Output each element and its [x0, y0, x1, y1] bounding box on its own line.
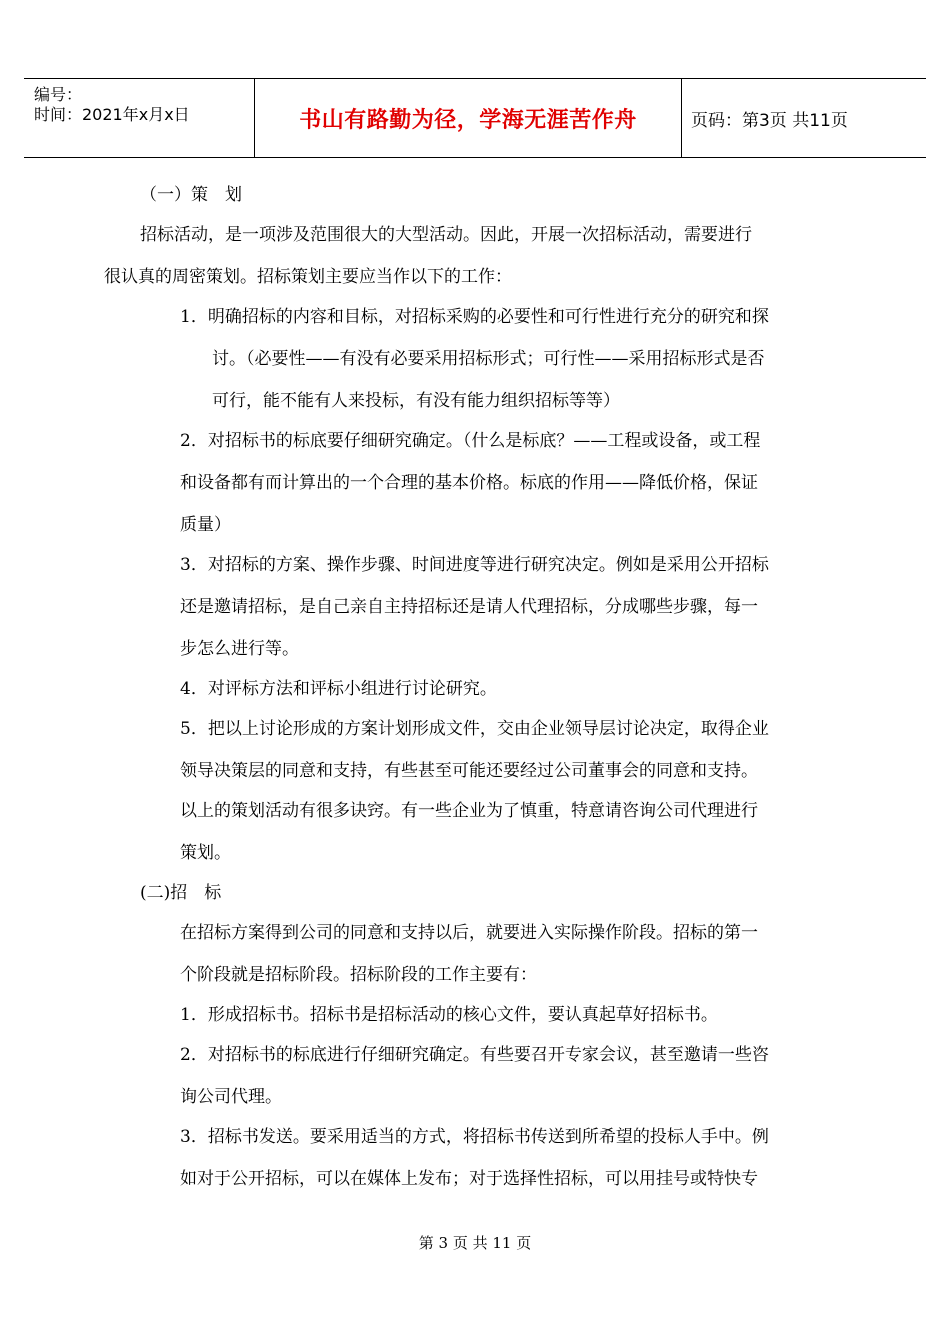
paragraph-line: 以上的策划活动有很多诀窍。有一些企业为了慎重，特意请咨询公司代理进行 [180, 801, 758, 821]
list-item-line: 4．对评标方法和评标小组进行讨论研究。 [180, 679, 497, 699]
header-motto-cell [254, 79, 682, 157]
paragraph-line: 个阶段就是招标阶段。招标阶段的工作主要有： [180, 965, 537, 985]
list-item-line: 1．形成招标书。招标书是招标活动的核心文件，要认真起草好招标书。 [180, 1005, 718, 1025]
list-item-line: 讨。（必要性——有没有必要采用招标形式；可行性——采用招标形式是否 [212, 349, 765, 369]
page-header [24, 78, 926, 158]
paragraph-line: 很认真的周密策划。招标策划主要应当作以下的工作： [104, 267, 512, 287]
document-time-label: 时间：2021年x月x日 [34, 105, 190, 124]
section-heading-bidding: (二)招 标 [140, 883, 222, 903]
paragraph-line: 招标活动，是一项涉及范围很大的大型活动。因此，开展一次招标活动，需要进行 [140, 225, 752, 245]
list-item-line: 2．对招标书的标底进行仔细研究确定。有些要召开专家会议，甚至邀请一些咨 [180, 1045, 769, 1065]
list-item-line: 询公司代理。 [180, 1087, 282, 1107]
header-motto: 书山有路勤为径，学海无涯苦作舟 [299, 107, 637, 133]
list-item-line: 还是邀请招标，是自己亲自主持招标还是请人代理招标，分成哪些步骤，每一 [180, 597, 758, 617]
list-item-line: 和设备都有而计算出的一个合理的基本价格。标底的作用——降低价格，保证 [180, 473, 758, 493]
list-item-line: 3．对招标的方案、操作步骤、时间进度等进行研究决定。例如是采用公开招标 [180, 555, 769, 575]
list-item-line: 2．对招标书的标底要仔细研究确定。（什么是标底？——工程或设备，或工程 [180, 431, 761, 451]
list-item-line: 质量） [180, 515, 231, 535]
header-meta [24, 79, 254, 157]
page-footer: 第 3 页 共 11 页 [418, 1234, 532, 1252]
list-item-line: 3．招标书发送。要采用适当的方式，将招标书传送到所希望的投标人手中。例 [180, 1127, 769, 1147]
paragraph-line: 在招标方案得到公司的同意和支持以后，就要进入实际操作阶段。招标的第一 [180, 923, 758, 943]
document-number-label: 编号： [34, 85, 83, 104]
list-item-line: 1．明确招标的内容和目标，对招标采购的必要性和可行性进行充分的研究和探 [180, 307, 769, 327]
list-item-line: 可行，能不能有人来投标，有没有能力组织招标等等） [212, 391, 620, 411]
paragraph-line: 策划。 [180, 843, 231, 863]
list-item-line: 如对于公开招标，可以在媒体上发布；对于选择性招标，可以用挂号或特快专 [180, 1169, 758, 1189]
header-page-info: 页码：第3页 共11页 [691, 110, 848, 131]
list-item-line: 领导决策层的同意和支持，有些甚至可能还要经过公司董事会的同意和支持。 [180, 761, 758, 781]
section-heading-planning: （一）策 划 [140, 185, 242, 205]
header-page-cell [681, 79, 926, 157]
list-item-line: 5．把以上讨论形成的方案计划形成文件，交由企业领导层讨论决定，取得企业 [180, 719, 769, 739]
list-item-line: 步怎么进行等。 [180, 639, 299, 659]
